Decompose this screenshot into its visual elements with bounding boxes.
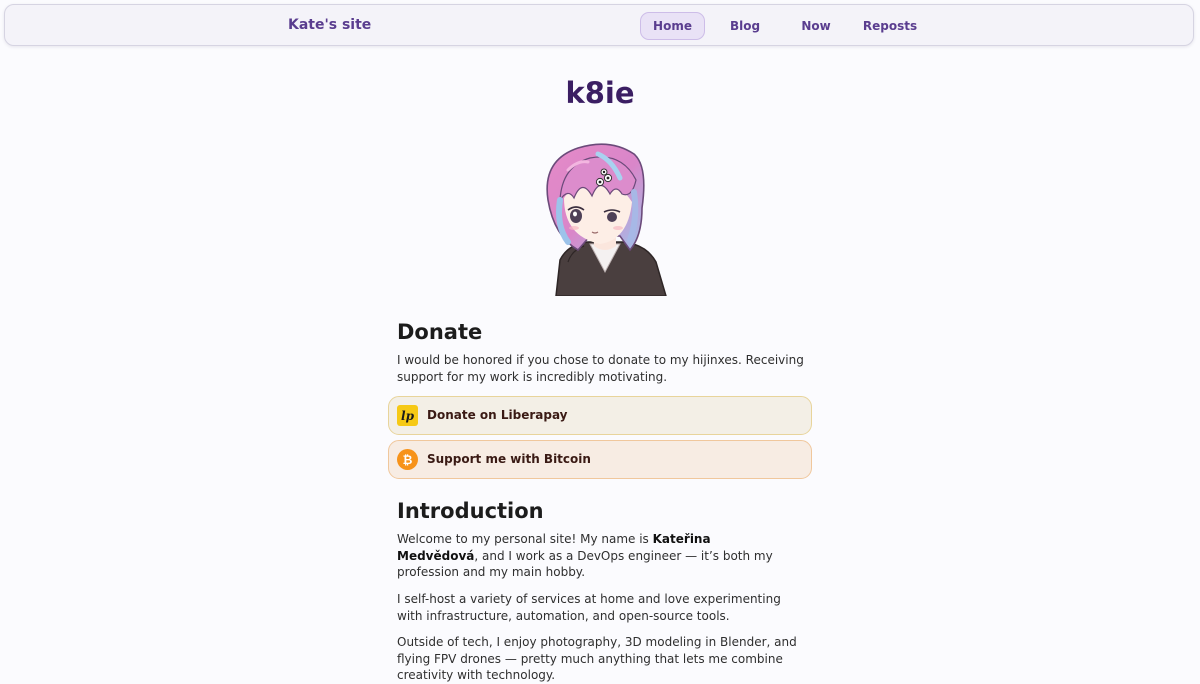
- intro-p1-text-after: , and I work as a DevOps engineer — it’s both my profession and my main hobby.: [397, 548, 773, 579]
- donate-bitcoin-button[interactable]: [388, 440, 812, 479]
- top-navbar: [4, 4, 1194, 46]
- donate-heading: Donate: [397, 320, 483, 344]
- donate-text: I would be honored if you chose to donate to my hijinxes. Receiving support for my work is incredibly motivating.: [397, 353, 804, 384]
- intro-paragraph-2: I self-host a variety of services at home and love experimenting with infrastructure, automation, and open-source tools.: [397, 592, 781, 623]
- introduction-heading: Introduction: [397, 499, 544, 523]
- avatar-illustration: [538, 140, 672, 296]
- nav-blog[interactable]: Blog: [729, 19, 761, 33]
- svg-text:lp: lp: [401, 409, 414, 423]
- nav-home[interactable]: Home: [640, 12, 705, 40]
- intro-p1-text: Welcome to my personal site! My name is: [397, 532, 653, 546]
- intro-paragraph-3: Outside of tech, I enjoy photography, 3D modeling in Blender, and flying FPV drones — pretty much anything that lets me combine creativity with technology.: [397, 635, 797, 682]
- site-brand-link[interactable]: Kate's site: [288, 17, 372, 33]
- nav-now[interactable]: Now: [801, 19, 831, 33]
- donate-liberapay-button[interactable]: [388, 396, 812, 435]
- liberapay-icon: [397, 405, 418, 426]
- liberapay-button-label: Donate on Liberapay: [427, 408, 568, 422]
- author-name: Kateřina Medvědová: [397, 532, 711, 563]
- intro-paragraph-1: [397, 531, 787, 581]
- bitcoin-button-label: Support me with Bitcoin: [427, 452, 591, 466]
- page-title: k8ie: [565, 76, 635, 110]
- svg-text:₿: ₿: [402, 453, 413, 467]
- nav-reposts[interactable]: Reposts: [862, 19, 918, 33]
- bitcoin-icon: [397, 449, 418, 470]
